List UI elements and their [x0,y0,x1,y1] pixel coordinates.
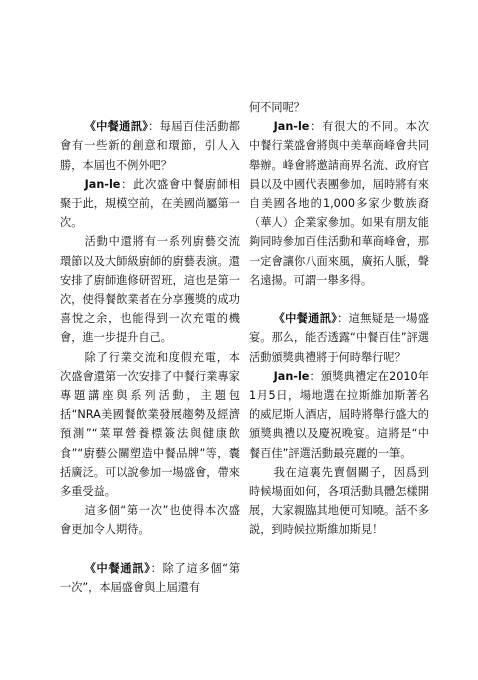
body-paragraph [60,232,240,347]
body-text: 這多個“第一次”也使得本次盛會更加令人期待。 [60,504,240,537]
spacer [249,290,429,309]
speaker-name: Jan-le [273,369,310,383]
publication-tag: 《中餐通訊》 [84,560,151,575]
question-paragraph [60,117,240,175]
body-text: 我在這裏先賣個關子，因爲到時候場面如何，各項活動具體怎樣開展，大家親臨其地便可知曉。話不多説，到時候拉斯維加斯見！ [249,465,429,537]
body-paragraph [60,348,240,502]
body-paragraph [249,463,429,540]
question-paragraph [249,309,429,367]
right-column [249,98,429,540]
question-text: ：除了這多個“第一次”，本屆盛會與上屆還有 [60,561,241,595]
body-text: 活動中還將有一系列廚藝交流環節以及大師級廚師的廚藝表演。還安排了廚師進修研習班，這也是第一次，使得餐飲業者在分享獲獎的成功喜悅之余，也能得到一次充電的機會，進一步提升自己。 [60,235,240,345]
body-paragraph [60,501,240,539]
question-text: ：這無疑是一場盛宴。那么，能否透露“中餐百佳”評選活動頒獎典禮將于何時舉行呢？ [249,312,429,364]
speaker-name: Jan-le [273,120,310,134]
question-paragraph [60,559,240,597]
answer-text: ：此次盛會中餐廚師相聚于此，規模空前，在美國尚屬第一次。 [60,177,240,230]
answer-paragraph [249,117,429,290]
spacer [60,98,240,117]
question-text: 何不同呢？ [249,101,305,114]
answer-paragraph [60,175,240,233]
publication-tag: 《中餐通訊》 [84,119,149,134]
question-text: ：每屆百佳活動都會有一些新的創意和環節，引人入勝，本屆也不例外吧？ [60,120,240,172]
spacer [60,540,240,559]
body-text: 除了行業交流和度假充電，本次盛會還第一次安排了中餐行業專家專題講座與系列活動，主題包括“NRA美國餐飲業發展趨勢及經濟預測”“菜單營養標簽法與健康飲食”“廚藝公關塑造中餐品牌”等，囊括廣泛。可以說參加一場盛會，帶來多重受益。 [60,350,240,499]
speaker-name: Jan-le [84,177,121,191]
answer-text: ：頒獎典禮定在2010年1月5日，場地選在拉斯維加斯著名的威尼斯人酒店，屆時將舉行盛大的頒獎典禮以及慶祝晚宴。這將是“中餐百佳”評選活動最亮麗的一筆。 [249,369,429,460]
publication-tag: 《中餐通訊》 [273,311,338,326]
answer-paragraph [249,367,429,463]
question-continuation [249,98,429,117]
left-column [60,98,240,597]
answer-text: ：有很大的不同。本次中餐行業盛會將與中美華商峰會共同舉辦。峰會將邀請商界名流、政府官員以及中國代表團參加，屆時將有來自美國各地的1,000多家少數族裔（華人）企業家參加。如果有朋友能夠同時參加百佳活動和華商峰會，那一定會讓你八面來風，廣拓人脈，聲名遠揚。可謂一舉多得。 [249,120,429,287]
